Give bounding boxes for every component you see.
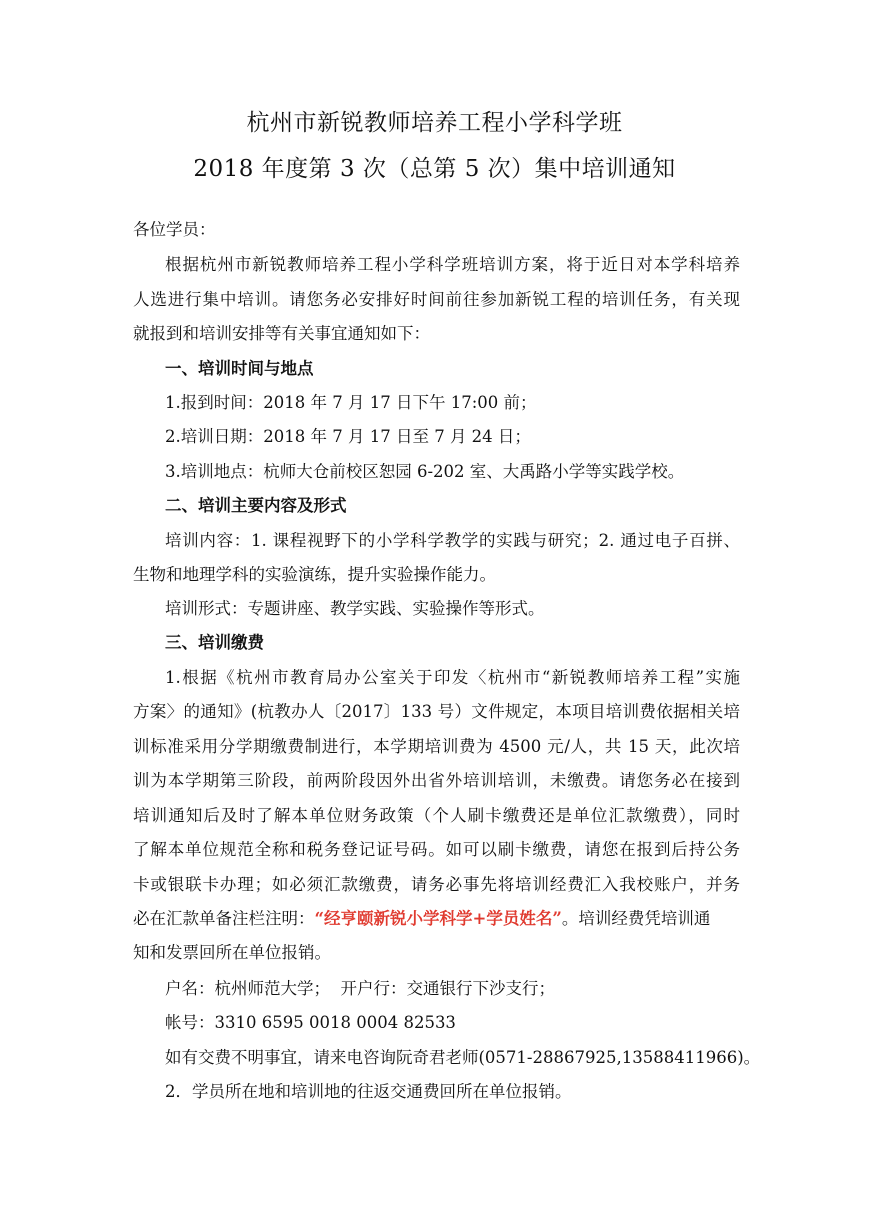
remark-suffix: 。培训经费凭培训通 — [561, 909, 711, 928]
section-2-content-line-1: 培训内容：1. 课程视野下的小学科学教学的实践与研究；2. 通过电子百拼、 — [165, 531, 740, 550]
document-title: 杭州市新锐教师培养工程小学科学班 — [246, 110, 623, 136]
section-1-item-2: 2.培训日期：2018 年 7 月 17 日至 7 月 24 日； — [165, 427, 531, 446]
section-3-para-line-4: 训为本学期第三阶段，前两阶段因外出省外培训培训，未缴费。请您务必在接到 — [133, 771, 740, 790]
greeting: 各位学员： — [133, 220, 216, 239]
section-1-item-3: 3.培训地点：杭师大仓前校区恕园 6-202 室、大禹路小学等实践学校。 — [165, 462, 685, 481]
contact-info: 如有交费不明事宜，请来电咨询阮奇君老师(0571-28867925,13588411966)。 — [165, 1048, 761, 1067]
section-2-content-line-2: 生物和地理学科的实验演练，提升实验操作能力。 — [133, 565, 496, 584]
document-subtitle: 2018 年度第 3 次（总第 5 次）集中培训通知 — [193, 156, 676, 182]
account-number: 帐号：3310 6595 0018 0004 82533 — [165, 1013, 456, 1032]
section-3-para-line-1: 1.根据《杭州市教育局办公室关于印发〈杭州市“新锐教师培养工程”实施 — [165, 668, 740, 687]
section-3-heading: 三、培训缴费 — [165, 633, 264, 652]
section-1-heading: 一、培训时间与地点 — [165, 359, 314, 378]
section-1-item-1: 1.报到时间：2018 年 7 月 17 日下午 17:00 前； — [165, 393, 537, 412]
section-3-para-line-6: 了解本单位规范全称和税务登记证号码。如可以刷卡缴费，请您在报到后持公务 — [133, 840, 740, 859]
remark-highlight: “经亨颐新锐小学科学+学员姓名” — [314, 909, 562, 928]
remark-line — [133, 908, 710, 930]
section-3-para-line-7: 卡或银联卡办理；如必须汇款缴费，请务必事先将培训经费汇入我校账户，并务 — [133, 875, 740, 894]
section-2-heading: 二、培训主要内容及形式 — [165, 496, 347, 515]
remark-last-line: 知和发票回所在单位报销。 — [133, 943, 331, 962]
remark-prefix: 必在汇款单备注栏注明： — [133, 909, 315, 928]
section-3-para-line-5: 培训通知后及时了解本单位财务政策（个人刷卡缴费还是单位汇款缴费），同时 — [133, 806, 740, 825]
section-2-form: 培训形式：专题讲座、教学实践、实验操作等形式。 — [165, 599, 545, 618]
intro-line-3: 就报到和培训安排等有关事宜通知如下： — [133, 324, 430, 343]
section-3-para-line-2: 方案〉的通知》(杭教办人〔2017〕133 号）文件规定，本项目培训费依据相关培 — [133, 702, 740, 721]
intro-line-1: 根据杭州市新锐教师培养工程小学科学班培训方案，将于近日对本学科培养 — [165, 255, 740, 274]
intro-line-2: 人选进行集中培训。请您务必安排好时间前往参加新锐工程的培训任务，有关现 — [133, 290, 740, 309]
section-3-para-line-3: 训标准采用分学期缴费制进行，本学期培训费为 4500 元/人，共 15 天，此次培 — [133, 737, 740, 756]
section-3-item-2: 2．学员所在地和培训地的往返交通费回所在单位报销。 — [165, 1082, 572, 1101]
account-name: 户名：杭州师范大学； 开户行：交通银行下沙支行； — [165, 979, 555, 998]
